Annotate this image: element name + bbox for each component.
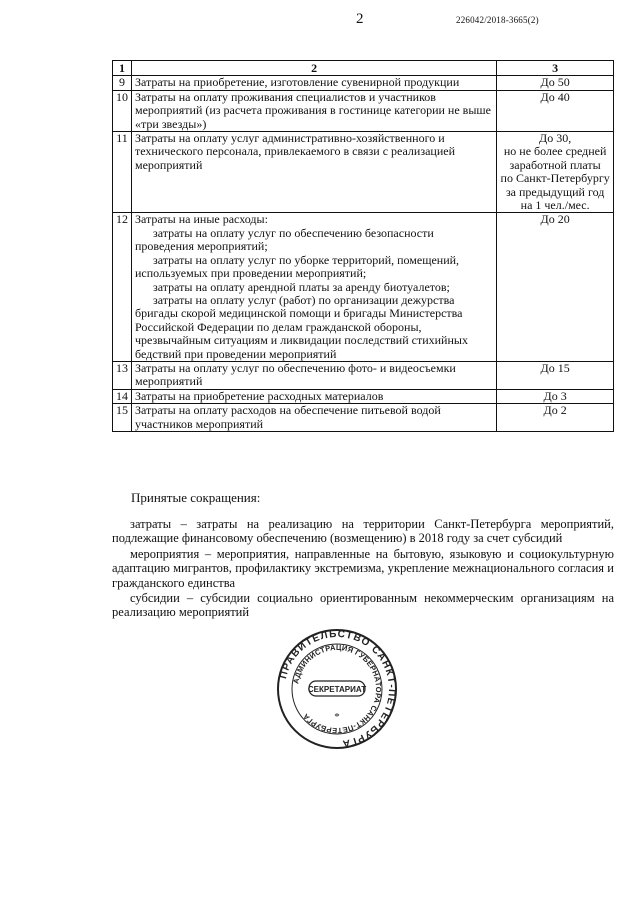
cost-limit-line: До 2 (543, 403, 567, 418)
cost-description-line: затраты на оплату услуг по уборке территорий, помещений, используемых при проведении мероприятий; (135, 252, 460, 281)
table-row (113, 361, 614, 389)
cost-description-line: затраты на оплату услуг (работ) по организации дежурства бригады скорой медицинской помощи и бригады Министерства Российской Федерации по делам гражданской обороны, чрезвычайным ситуациям и ликвидации последствий стихийных бедствий при проведении мероприятий (135, 292, 468, 361)
table-row (113, 90, 614, 131)
seal-star-icon: * (334, 711, 340, 723)
abbreviation-item: затраты – затраты на реализацию на территории Санкт-Петербурга мероприятий, подлежащие финансовому обеспечению (возмещению) в 2018 году за счет субсидий (112, 517, 614, 546)
cost-description-line: Затраты на оплату расходов на обеспечение питьевой водой участников мероприятий (135, 403, 441, 431)
cost-limit-line: заработной платы (509, 157, 601, 172)
cost-limit-line: До 30, (539, 131, 572, 146)
cost-description-line: Затраты на оплату услуг по обеспечению фото- и видеосъемки мероприятий (135, 360, 456, 389)
cost-description (132, 213, 497, 361)
cost-description-line: Затраты на оплату услуг административно-хозяйственного и технического персонала, привлекаемого в связи с реализацией мероприятий (135, 131, 455, 172)
cost-limit-line: на 1 чел./мес. (520, 198, 590, 213)
row-number: 13 (113, 361, 132, 389)
row-number: 10 (113, 90, 132, 131)
abbreviations-list (112, 517, 614, 620)
cost-limit-line: по Санкт-Петербургу (500, 171, 610, 186)
seal-outer-text: ПРАВИТЕЛЬСТВО САНКТ-ПЕТЕРБУРГА (278, 628, 398, 749)
seal-inner-text: АДМИНИСТРАЦИЯ ГУБЕРНАТОРА САНКТ-ПЕТЕРБУРГА (291, 642, 384, 736)
cost-limit (497, 361, 614, 389)
abbreviations-title: Принятые сокращения: (131, 490, 261, 505)
cost-limit (497, 90, 614, 131)
table-row (113, 213, 614, 361)
cost-limit-line: До 15 (540, 360, 570, 375)
cost-limit-line: До 3 (543, 388, 567, 403)
cost-description (132, 404, 497, 432)
row-number: 9 (113, 76, 132, 90)
page-number: 2 (356, 11, 364, 27)
table-row (113, 404, 614, 432)
cost-limit (497, 76, 614, 90)
cost-description-line: затраты на оплату услуг по обеспечению безопасности проведения мероприятий; (135, 225, 434, 254)
abbreviation-item: субсидии – субсидии социально ориентированным некоммерческим организациям на реализацию мероприятий (112, 591, 614, 620)
cost-limit (497, 213, 614, 361)
cost-limit (497, 132, 614, 213)
costs-table (112, 60, 614, 432)
cost-limit (497, 389, 614, 403)
cost-limit-line: До 50 (540, 75, 570, 90)
cost-description-line: Затраты на приобретение, изготовление сувенирной продукции (135, 75, 460, 90)
official-seal-stamp (276, 628, 398, 750)
cost-description (132, 76, 497, 90)
cost-description-line: Затраты на приобретение расходных материалов (135, 388, 384, 403)
cost-limit-line: за предыдущий год (505, 184, 605, 199)
cost-limit-line: До 40 (540, 89, 570, 104)
row-number: 12 (113, 213, 132, 361)
row-number: 14 (113, 389, 132, 403)
row-number: 15 (113, 404, 132, 432)
cost-description (132, 361, 497, 389)
column-header-3: 3 (497, 61, 614, 76)
cost-description (132, 389, 497, 403)
table-row (113, 76, 614, 90)
seal-center-text: СЕКРЕТАРИАТ (307, 685, 367, 694)
row-number: 11 (113, 132, 132, 213)
abbreviation-item: мероприятия – мероприятия, направленные на бытовую, языковую и социокультурную адаптацию мигрантов, профилактику экстремизма, укрепление межнационального согласия и гражданского единства (112, 546, 614, 590)
cost-description (132, 132, 497, 213)
document-code: 226042/2018-3665(2) (456, 15, 539, 25)
cost-limit-line: но не более средней (503, 144, 607, 159)
column-header-1: 1 (113, 61, 132, 76)
cost-limit (497, 404, 614, 432)
table-body (113, 76, 614, 432)
cost-description-line: Затраты на иные расходы: (135, 212, 268, 227)
cost-description-line: Затраты на оплату проживания специалистов и участников мероприятий (из расчета проживания в гостинице категории не выше «три звезды») (135, 89, 491, 131)
table-row (113, 389, 614, 403)
cost-limit-line: До 20 (540, 212, 570, 227)
column-header-2: 2 (132, 61, 497, 76)
table-header-row (113, 61, 614, 76)
cost-description (132, 90, 497, 131)
table-row (113, 132, 614, 213)
cost-description-line: затраты на оплату арендной платы за аренду биотуалетов; (153, 279, 450, 294)
